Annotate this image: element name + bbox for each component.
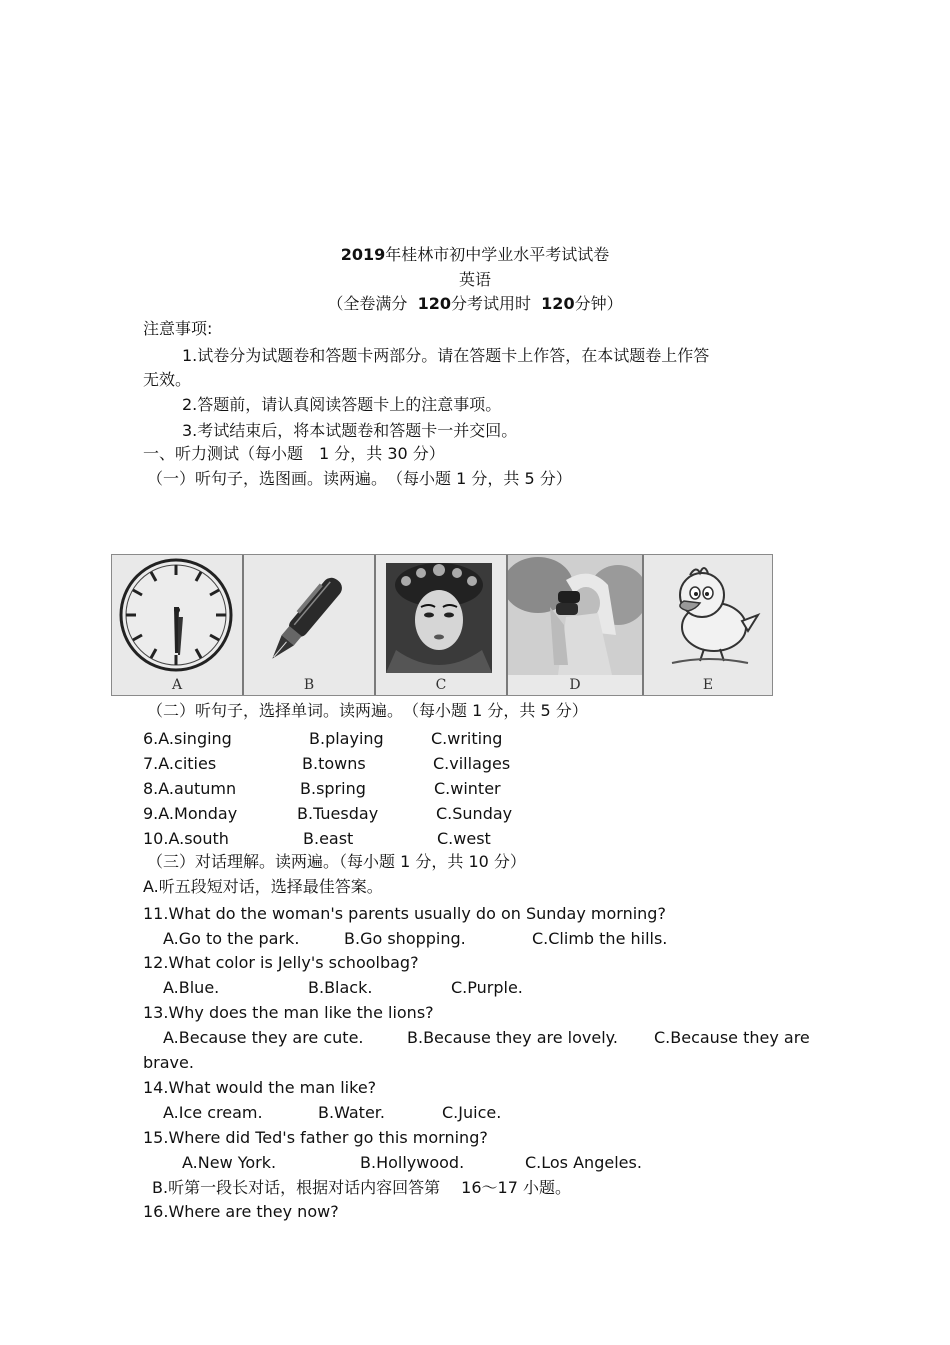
section-title: 一、听力测试（每小题 1 分，共 30 分） — [143, 444, 445, 463]
option-c: C.Los Angeles. — [525, 1153, 642, 1172]
option-c: C.west — [437, 829, 491, 848]
option-a: A.Ice cream. — [163, 1103, 263, 1122]
note-item: 3.考试结束后，将本试题卷和答题卡一并交回。 — [182, 421, 518, 440]
notes-heading: 注意事项: — [143, 319, 213, 338]
option-c: C.Purple. — [451, 978, 523, 997]
option-b: B.Tuesday — [297, 804, 379, 823]
question-text: 15.Where did Ted's father go this morning? — [143, 1128, 488, 1147]
option-b: B.Go shopping. — [344, 929, 466, 948]
option-a: A.Blue. — [163, 978, 220, 997]
picture-e — [644, 555, 772, 695]
picture-b — [244, 555, 376, 695]
exam-title-text: 年桂林市初中学业水平考试试卷 — [385, 245, 610, 264]
full-score: 120 — [417, 294, 451, 313]
exam-duration: 120 — [541, 294, 575, 313]
option-b: B.Water. — [318, 1103, 385, 1122]
picture-a — [112, 555, 244, 695]
option-a: 6.A.singing — [143, 729, 232, 748]
option-b: B.playing — [309, 729, 384, 748]
question-text: 16.Where are they now? — [143, 1202, 339, 1221]
option-c-continued: brave. — [143, 1053, 194, 1072]
subpart-title: B.听第一段长对话，根据对话内容回答第 16～17 小题。 — [152, 1178, 571, 1197]
picture-label: C — [435, 677, 447, 693]
option-c: C.Climb the hills. — [532, 929, 668, 948]
option-a: A.Because they are cute. — [163, 1028, 364, 1047]
exam-info: （全卷满分 120分考试用时 120分钟） — [327, 294, 623, 313]
picture-d — [508, 555, 644, 695]
option-a: 9.A.Monday — [143, 804, 238, 823]
part-title: （一）听句子，选图画。读两遍。 （每小题 1 分，共 5 分） — [147, 469, 572, 488]
exam-year: 2019 — [340, 245, 386, 264]
question-text: 11.What do the woman's parents usually do on Sunday morning? — [143, 904, 666, 923]
option-a: A.New York. — [182, 1153, 277, 1172]
option-b: B.Hollywood. — [360, 1153, 465, 1172]
option-c: C.Juice. — [442, 1103, 502, 1122]
option-b: B.towns — [302, 754, 366, 773]
question-text: 12.What color is Jelly's schoolbag? — [143, 953, 419, 972]
picture-label: E — [702, 677, 714, 693]
option-c: C.winter — [434, 779, 501, 798]
picture-label: B — [303, 677, 315, 693]
chick-icon — [644, 555, 772, 675]
option-a: 8.A.autumn — [143, 779, 237, 798]
clock-icon — [112, 555, 242, 675]
option-a: 10.A.south — [143, 829, 229, 848]
exam-subject: 英语 — [458, 270, 491, 289]
exam-title — [0, 245, 950, 265]
binoculars-girl-icon — [508, 555, 642, 675]
option-a: A.Go to the park. — [163, 929, 300, 948]
option-c: C.Because they are — [654, 1028, 810, 1047]
option-b: B.spring — [300, 779, 366, 798]
picture-strip — [111, 554, 773, 696]
question-text: 13.Why does the man like the lions? — [143, 1003, 434, 1022]
option-b: B.Black. — [308, 978, 373, 997]
option-c: C.writing — [431, 729, 503, 748]
part-title: （二）听句子，选择单词。读两遍。 （每小题 1 分，共 5 分） — [147, 701, 588, 720]
note-item: 2.答题前，请认真阅读答题卡上的注意事项。 — [182, 395, 502, 414]
picture-c — [376, 555, 508, 695]
picture-label: D — [569, 677, 581, 693]
picture-label: A — [171, 677, 183, 693]
pen-icon — [244, 555, 374, 675]
subpart-title: A.听五段短对话，选择最佳答案。 — [143, 877, 383, 896]
opera-face-icon — [376, 555, 506, 675]
note-item: 1.试卷分为试题卷和答题卡两部分。请在答题卡上作答，在本试题卷上作答 — [182, 346, 710, 365]
option-b: B.Because they are lovely. — [407, 1028, 618, 1047]
option-c: C.Sunday — [436, 804, 513, 823]
question-text: 14.What would the man like? — [143, 1078, 377, 1097]
note-item: 无效。 — [143, 370, 192, 389]
part-title: （三）对话理解。读两遍。（每小题 1 分，共 10 分） — [147, 852, 526, 871]
option-b: B.east — [303, 829, 354, 848]
option-a: 7.A.cities — [143, 754, 217, 773]
option-c: C.villages — [433, 754, 511, 773]
